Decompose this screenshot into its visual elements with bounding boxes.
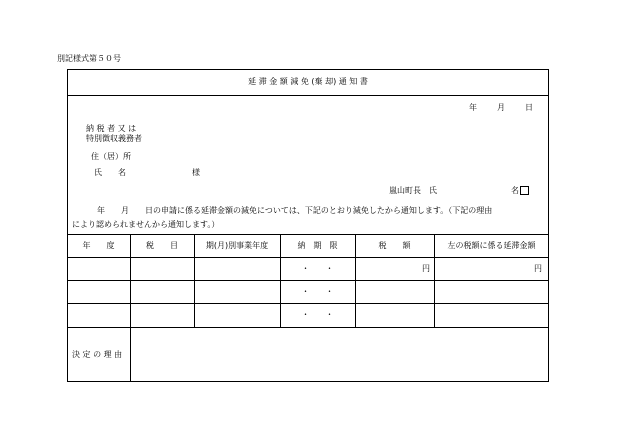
header-fiscal-year: 年 度 (82, 241, 115, 250)
date-year-label: 年 (469, 103, 477, 112)
column-divider-1 (130, 234, 131, 382)
late-fee-unit: 円 (534, 264, 542, 273)
header-tax-item: 税 目 (146, 241, 178, 250)
header-due-date: 納 期 限 (297, 241, 338, 250)
body-line-1: 年 月 日の申請に係る延滞金額の減免については、下記のとおり減免したから通知します。（下記の理由 (97, 206, 493, 215)
reason-label: 決 定 の 理 由 (72, 350, 123, 359)
due-date-cell: ・ ・ (301, 287, 334, 296)
form-title: 延 滞 金 額 減 免 (棄 却) 通 知 書 (248, 77, 368, 86)
title-divider (67, 95, 549, 96)
table-top-rule (67, 234, 549, 235)
name-label: 氏 名 (94, 168, 126, 177)
seal-icon (520, 186, 529, 195)
sender-name-suffix: 名 (511, 186, 529, 196)
form-number: 別記様式第５０号 (57, 54, 121, 63)
table-bottom-rule (67, 327, 549, 328)
body-line-2: により認められませんから通知します。） (72, 220, 220, 229)
address-label: 住（居）所 (91, 152, 131, 161)
date-month-label: 月 (497, 103, 505, 112)
table-header-rule (67, 257, 549, 258)
due-date-cell: ・ ・ (301, 310, 334, 319)
taxpayer-label: 納 税 者 又 は (86, 124, 137, 133)
tax-amount-unit: 円 (422, 264, 430, 273)
header-late-fee: 左の税額に係る延滞金額 (447, 241, 536, 250)
header-period: 期(月)別事業年度 (205, 241, 269, 250)
honorific: 様 (192, 168, 200, 177)
table-row-rule-1 (67, 280, 549, 281)
sender-office: 嵐山町長 氏 (389, 186, 437, 195)
due-date-cell: ・ ・ (301, 264, 334, 273)
date-day-label: 日 (525, 103, 533, 112)
collector-label: 特別徴収義務者 (86, 134, 142, 143)
table-row-rule-2 (67, 303, 549, 304)
header-tax-amount: 税 額 (378, 241, 411, 250)
